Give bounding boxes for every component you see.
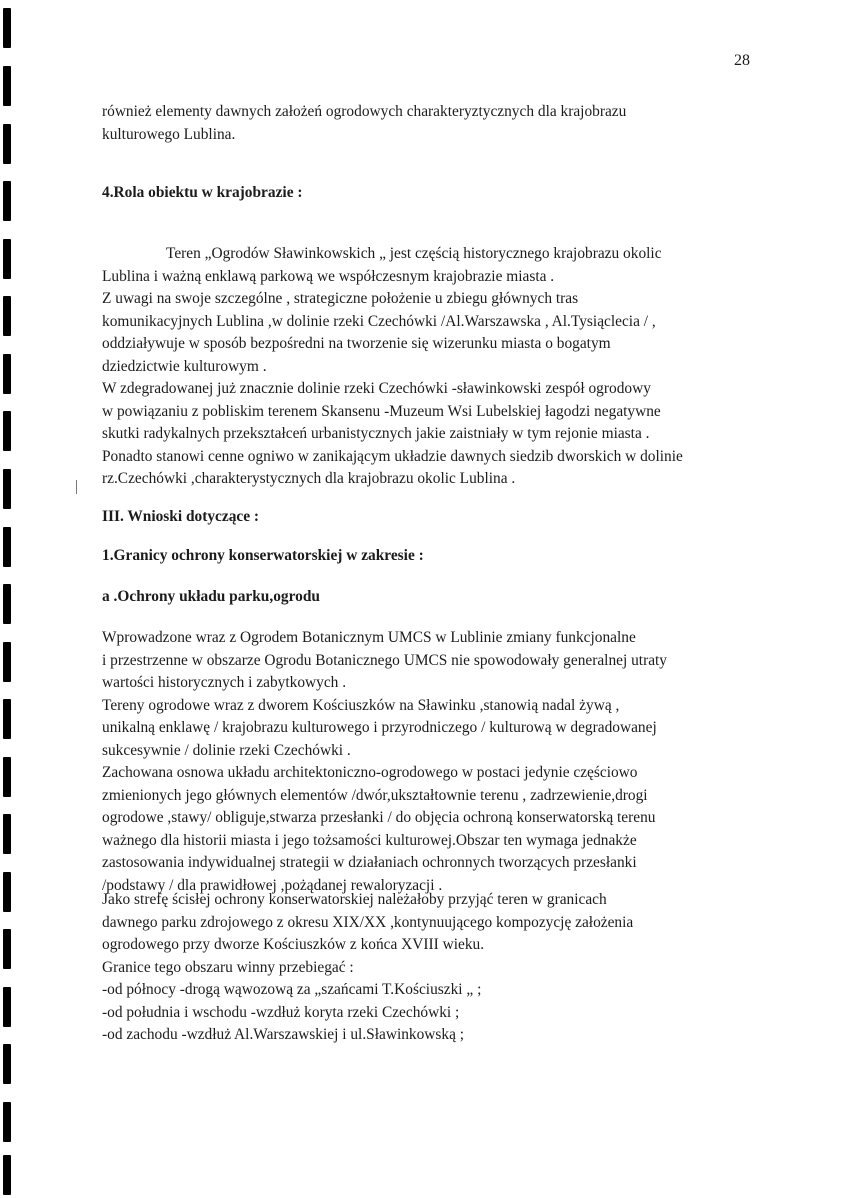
- text-line: komunikacyjnych Lublina ,w dolinie rzeki Czechówki /Al.Warszawska , Al.Tysiąclecia / ,: [102, 312, 656, 330]
- intro-paragraph: [102, 101, 626, 146]
- binder-hole: [3, 757, 11, 797]
- binder-hole: [3, 1155, 11, 1195]
- binder-hole: [3, 987, 11, 1027]
- text-line: Tereny ogrodowe wraz z dworem Kościuszków na Sławinku ,stanowią nadal żywą ,: [102, 696, 620, 714]
- binder-hole: [3, 642, 11, 682]
- binder-hole: [3, 527, 11, 567]
- binder-hole: [3, 296, 11, 336]
- text-line: ogrodowego przy dworze Kościuszków z końca XVIII wieku.: [102, 936, 485, 953]
- text-line: sukcesywnie / dolinie rzeki Czechówki .: [102, 741, 351, 759]
- text-line: Granice tego obszaru winny przebiegać :: [102, 958, 354, 976]
- text-line: Wprowadzone wraz z Ogrodem Botanicznym UMCS w Lublinie zmiany funkcjonalne: [102, 629, 636, 646]
- text-line: dawnego parku zdrojowego z okresu XIX/XX ,kontynuującego kompozycję założenia: [102, 913, 634, 931]
- text-line: w powiązaniu z pobliskim terenem Skansenu -Muzeum Wsi Lubelskiej łagodzi negatywne: [102, 402, 661, 420]
- binder-hole: [3, 1044, 11, 1084]
- text-line: i przestrzenne w obszarze Ogrodu Botanicznego UMCS nie spowodowały generalnej utraty: [102, 651, 668, 669]
- text-line: kulturowego Lublina.: [102, 125, 236, 143]
- text-line: Jako strefę ścisłej ochrony konserwatorskiej należałoby przyjąć teren w granicach: [102, 891, 607, 908]
- text-line: również elementy dawnych założeń ogrodowych charakteryztycznych dla krajobrazu: [102, 103, 627, 120]
- text-line: Lublina i ważną enklawą parkową we współczesnym krajobrazie miasta .: [102, 267, 555, 285]
- section-heading-landscape-role: 4.Rola obiektu w krajobrazie :: [102, 184, 303, 201]
- binder-hole: [3, 929, 11, 969]
- text-line: zastosowania indywidualnej strategii w działaniach ochronnych tworzących przesłanki: [102, 854, 637, 871]
- text-line: zmienionych jego głównych elementów /dwór,ukształtownie terenu , zadrzewienie,drogi: [102, 786, 648, 804]
- section-heading-park-layout: a .Ochrony układu parku,ogrodu: [102, 588, 320, 605]
- text-line: unikalną enklawę / krajobrazu kulturowego i przyrodniczego / kulturową w degradowanej: [102, 719, 657, 736]
- text-line: Teren „Ogrodów Sławinkowskich „ jest częścią historycznego krajobrazu okolic: [166, 245, 662, 262]
- text-line: /podstawy / dla prawidłowej ,pożądanej rewaloryzacji .: [102, 876, 443, 894]
- park-layout-paragraph: [102, 627, 667, 897]
- binder-hole: [3, 469, 11, 509]
- scan-mark: [76, 480, 77, 494]
- binder-hole: [3, 354, 11, 394]
- text-line: rz.Czechówki ,charakterystycznych dla krajobrazu okolic Lublina .: [102, 470, 516, 487]
- binder-hole: [3, 872, 11, 912]
- binder-hole: [3, 8, 11, 48]
- binder-hole: [3, 239, 11, 279]
- text-line: skutki radykalnych przekształceń urbanistycznych jakie zaistniały w tym rejonie miasta .: [102, 425, 650, 442]
- binder-hole: [3, 584, 11, 624]
- text-line: dziedzictwie kulturowym .: [102, 357, 267, 375]
- text-line: oddziaływuje w sposób bezpośredni na tworzenie się wizerunku miasta o bogatym: [102, 335, 611, 352]
- boundary-item: -od zachodu -wzdłuż Al.Warszawskiej i ul.Sławinkowską ;: [102, 1026, 465, 1043]
- text-line: wartości historycznych i zabytkowych .: [102, 674, 347, 691]
- section-heading-protection-boundaries: 1.Granicy ochrony konserwatorskiej w zakresie :: [102, 547, 424, 564]
- protection-zone-paragraph: [102, 889, 633, 1047]
- binder-hole: [3, 1102, 11, 1142]
- binder-holes-strip: [0, 0, 20, 1198]
- binder-hole: [3, 181, 11, 221]
- text-line: Z uwagi na swoje szczególne , strategiczne położenie u zbiegu głównych tras: [102, 290, 579, 307]
- text-line: Ponadto stanowi cenne ogniwo w zanikającym układzie dawnych siedzib dworskich w dolinie: [102, 447, 683, 465]
- binder-hole: [3, 66, 11, 106]
- binder-hole: [3, 124, 11, 164]
- binder-hole: [3, 411, 11, 451]
- section-heading-conclusions: III. Wnioski dotyczące :: [102, 508, 260, 525]
- boundary-item: -od północy -drogą wąwozową za „szańcami T.Kościuszki „ ;: [102, 981, 482, 998]
- binder-hole: [3, 814, 11, 854]
- text-line: ogrodowe ,stawy/ obliguje,stwarza przesłanki / do objęcia ochroną konserwatorską terenu: [102, 809, 656, 826]
- landscape-role-paragraph: [102, 243, 683, 491]
- text-line: Zachowana osnowa układu architektoniczno-ogrodowego w postaci jedynie częściowo: [102, 764, 638, 781]
- binder-hole: [3, 699, 11, 739]
- page-number: 28: [734, 52, 750, 69]
- text-line: W zdegradowanej już znacznie dolinie rzeki Czechówki -sławinkowski zespół ogrodowy: [102, 380, 651, 397]
- text-line: ważnego dla historii miasta i jego tożsamości kulturowej.Obszar ten wymaga jednakże: [102, 831, 637, 849]
- boundary-item: -od południa i wschodu -wzdłuż koryta rzeki Czechówki ;: [102, 1003, 460, 1021]
